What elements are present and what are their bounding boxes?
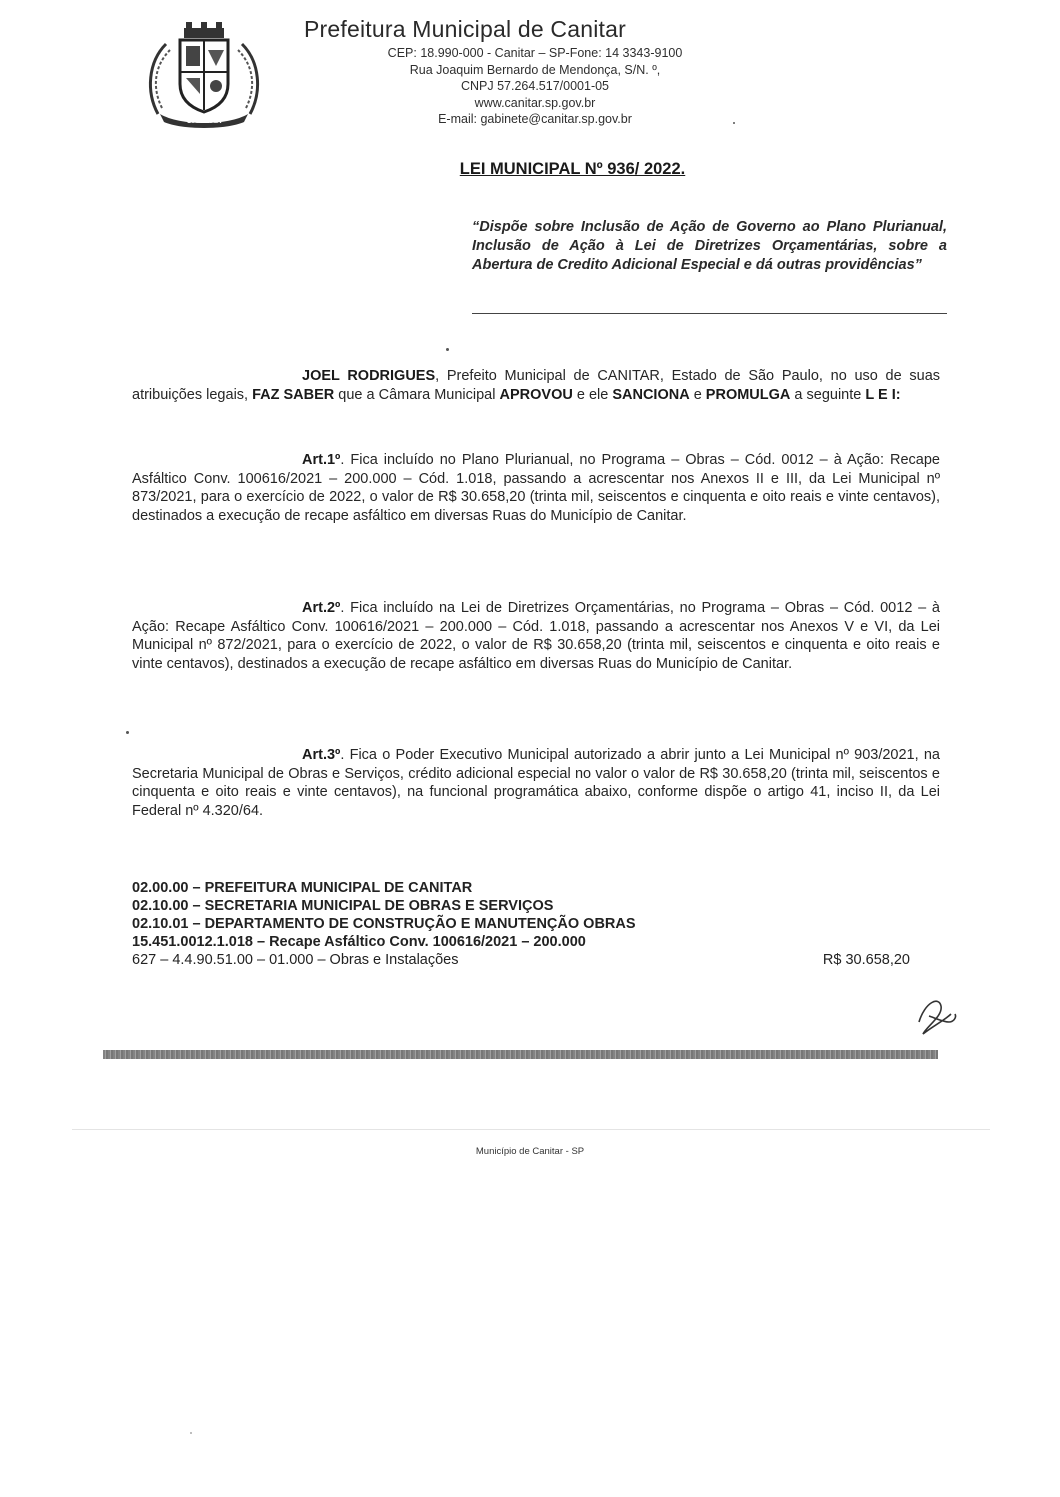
budget-allocation — [132, 879, 922, 969]
intro-promulga: PROMULGA — [705, 386, 791, 403]
header-email-link[interactable]: E-mail: gabinete@canitar.sp.gov.br — [438, 112, 632, 126]
scan-speck — [446, 348, 449, 351]
signature-initials — [905, 992, 965, 1042]
article-1 — [132, 451, 940, 525]
article-1-label: Art.1º — [302, 452, 341, 468]
header-street: Rua Joaquim Bernardo de Mendonça, S/N. º, — [409, 62, 661, 77]
page-footer: Município de Canitar - SP — [475, 1146, 585, 1157]
intro-paragraph — [132, 367, 940, 404]
intro-aprovou: APROVOU — [499, 386, 573, 403]
article-2-label: Art.2º — [302, 600, 341, 616]
scan-speck — [733, 122, 735, 124]
budget-item-description: 627 – 4.4.90.51.00 – 01.000 – Obras e Instalações — [132, 952, 459, 968]
header-address — [330, 45, 740, 128]
article-1-text: . Fica incluído no Plano Plurianual, no Programa – Obras – Cód. 0012 – à Ação: Recape Asfáltico Conv. 100616/2021 – 200.000 – Cód. 1.018, passando a acrescentar nos Anexos II e III, da Lei Municipal nº 873/2021, para o exercício de 2022, o valor de R$ 30.658,20 (trinta mil, seiscentos e cinquenta e oito reais e vinte centavos), destinados a execução de recape asfáltico em diversas Ruas do Município de Canitar. — [132, 452, 940, 524]
article-2-text: . Fica incluído na Lei de Diretrizes Orçamentárias, no Programa – Obras – Cód. 0012 – à Ação: Recape Asfáltico Conv. 100616/2021 – 200.000 – Cód. 1.018, passando a acrescentar nos Anexos V e VI, da Lei Municipal nº 872/2021, para o exercício de 2022, o valor de R$ 30.658,20 (trinta mil, seiscentos e cinquenta e oito reais e vinte centavos), destinados a execução de recape asfáltico em diversas Ruas do Município de Canitar. — [132, 600, 940, 672]
intro-faz-saber: FAZ SABER — [252, 386, 335, 403]
scan-speck — [126, 731, 129, 734]
header-cep-phone: CEP: 18.990-000 - Canitar – SP-Fone: 14 3343-9100 — [387, 46, 683, 60]
budget-item-amount: R$ 30.658,20 — [822, 952, 910, 968]
budget-line-secretaria: 02.10.00 – SECRETARIA MUNICIPAL DE OBRAS E SERVIÇOS — [132, 898, 554, 914]
scan-divider-bar — [103, 1050, 938, 1059]
intro-text-4: e — [689, 386, 706, 403]
law-title-text: LEI MUNICIPAL Nº 936/ 2022. — [459, 160, 686, 178]
budget-line-funcional: 15.451.0012.1.018 – Recape Asfáltico Conv. 100616/2021 – 200.000 — [132, 934, 586, 950]
intro-text-5: a seguinte — [790, 386, 866, 403]
article-3-label: Art.3º — [302, 747, 341, 763]
intro-lei: L E I: — [865, 386, 901, 403]
article-3-text: . Fica o Poder Executivo Municipal autorizado a abrir junto a Lei Municipal nº 903/2021, na Secretaria Municipal de Obras e Serviços, crédito adicional especial no valor o valor de R$ 30.658,20 (trinta mil, seiscentos e cinquenta e oito reais e vinte centavos), na funcional programática abaixo, conforme dispõe o artigo 41, inciso II, da Lei Federal nº 4.320/64. — [132, 747, 940, 819]
scan-speck — [190, 1432, 192, 1434]
ementa-divider — [472, 313, 947, 314]
header-website-link[interactable]: www.canitar.sp.gov.br — [474, 95, 596, 110]
intro-text-3: e ele — [572, 386, 613, 403]
crest-banner-text: CANITAR — [186, 116, 222, 125]
budget-line-departamento: 02.10.01 – DEPARTAMENTO DE CONSTRUÇÃO E MANUTENÇÃO OBRAS — [132, 916, 636, 932]
intro-text-2: que a Câmara Municipal — [334, 386, 500, 403]
budget-line-org: 02.00.00 – PREFEITURA MUNICIPAL DE CANITAR — [132, 880, 473, 896]
municipal-crest-logo — [140, 22, 268, 132]
article-2 — [132, 599, 940, 673]
header-title: Prefeitura Municipal de Canitar — [304, 16, 626, 42]
footer-divider — [72, 1129, 990, 1130]
budget-item-row — [132, 951, 922, 969]
article-3 — [132, 746, 940, 820]
header-cnpj: CNPJ 57.264.517/0001-05 — [460, 79, 610, 93]
law-title — [0, 160, 1060, 179]
mayor-name: JOEL RODRIGUES — [302, 368, 436, 384]
intro-sanciona: SANCIONA — [612, 386, 690, 403]
intro-text-1: , Prefeito Municipal de CANITAR, Estado de São Paulo, no uso de suas atribuições legais, — [132, 368, 941, 403]
law-ementa: “Dispõe sobre Inclusão de Ação de Governo ao Plano Plurianual, Inclusão de Ação à Lei de Diretrizes Orçamentárias, sobre a Abertura de Credito Adicional Especial e dá outras providências” — [472, 219, 947, 273]
